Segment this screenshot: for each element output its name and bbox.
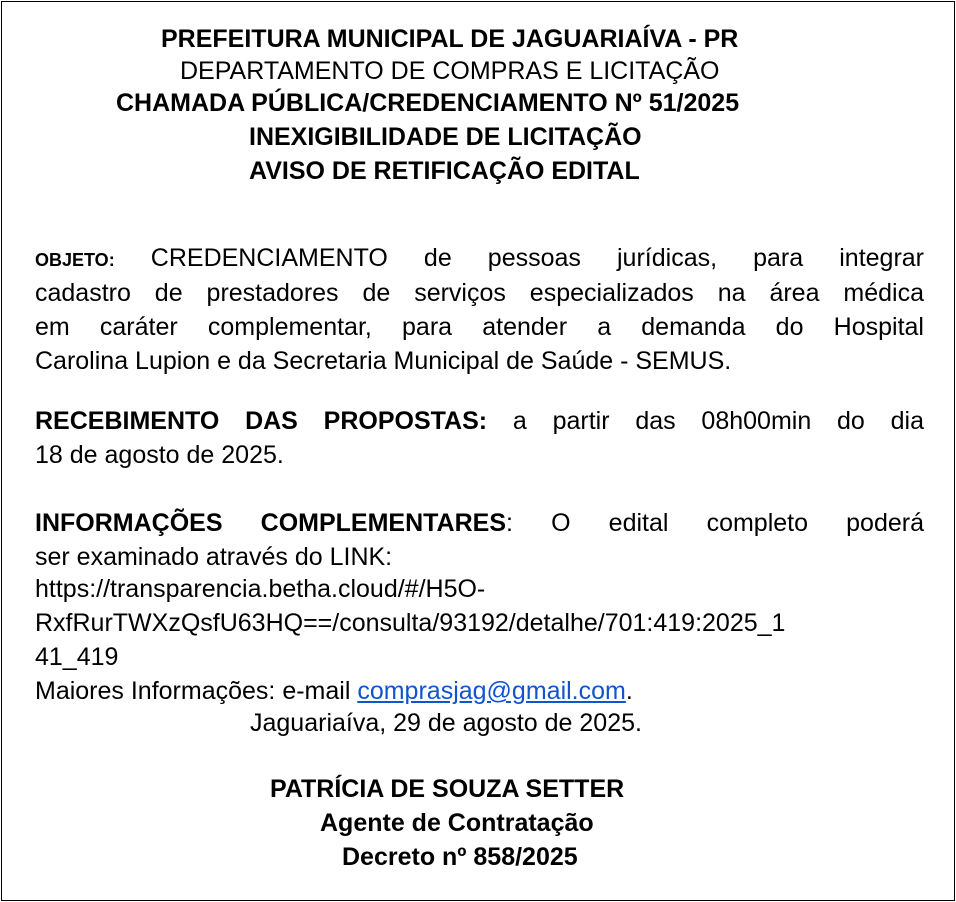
objeto-line-2: cadastro de prestadores de serviços especializados na área médica xyxy=(35,279,924,307)
recebimento-text-1: a partir das 08h00min do dia xyxy=(512,407,924,435)
recebimento-label: RECEBIMENTO DAS PROPOSTAS: xyxy=(35,407,488,435)
header-department: DEPARTAMENTO DE COMPRAS E LICITAÇÃO xyxy=(180,57,720,85)
objeto-line-3: em caráter complementar, para atender a demanda do Hospital xyxy=(35,313,924,341)
header-call-number: CHAMADA PÚBLICA/CREDENCIAMENTO Nº 51/2025 xyxy=(116,89,740,117)
objeto-line-1 xyxy=(35,243,924,275)
informacoes-email-line xyxy=(35,676,633,706)
signatory-name: PATRÍCIA DE SOUZA SETTER xyxy=(270,775,625,803)
signatory-decree: Decreto nº 858/2025 xyxy=(342,843,578,871)
informacoes-line-2: ser examinado através do LINK: xyxy=(35,543,393,571)
recebimento-line-1 xyxy=(35,406,924,436)
signatory-role: Agente de Contratação xyxy=(320,809,594,837)
informacoes-url-line-2: RxfRurTWXzQsfU63HQ==/consulta/93192/detalhe/701:419:2025_1 xyxy=(35,609,786,637)
email-prefix: Maiores Informações: e-mail xyxy=(35,677,358,705)
header-notice-title: AVISO DE RETIFICAÇÃO EDITAL xyxy=(249,157,640,185)
recebimento-line-2: 18 de agosto de 2025. xyxy=(35,441,284,469)
informacoes-url-line-3: 41_419 xyxy=(35,643,119,671)
header-inexigibility: INEXIGIBILIDADE DE LICITAÇÃO xyxy=(249,123,642,151)
informacoes-line-1 xyxy=(35,508,924,538)
objeto-label: OBJETO: xyxy=(35,250,115,270)
informacoes-label: INFORMAÇÕES COMPLEMENTARES xyxy=(35,509,507,537)
notice-document xyxy=(1,1,955,901)
objeto-line-4: Carolina Lupion e da Secretaria Municipal de Saúde - SEMUS. xyxy=(35,347,732,375)
place-date: Jaguariaíva, 29 de agosto de 2025. xyxy=(250,709,642,737)
objeto-text-1: CREDENCIAMENTO de pessoas jurídicas, para integrar xyxy=(150,244,924,272)
email-suffix: . xyxy=(625,677,633,705)
email-link[interactable]: comprasjag@gmail.com xyxy=(357,677,626,705)
informacoes-url-line-1: https://transparencia.betha.cloud/#/H5O- xyxy=(35,575,486,603)
informacoes-text-1: : O edital completo poderá xyxy=(506,509,924,537)
header-municipality: PREFEITURA MUNICIPAL DE JAGUARIAÍVA - PR xyxy=(161,25,739,53)
